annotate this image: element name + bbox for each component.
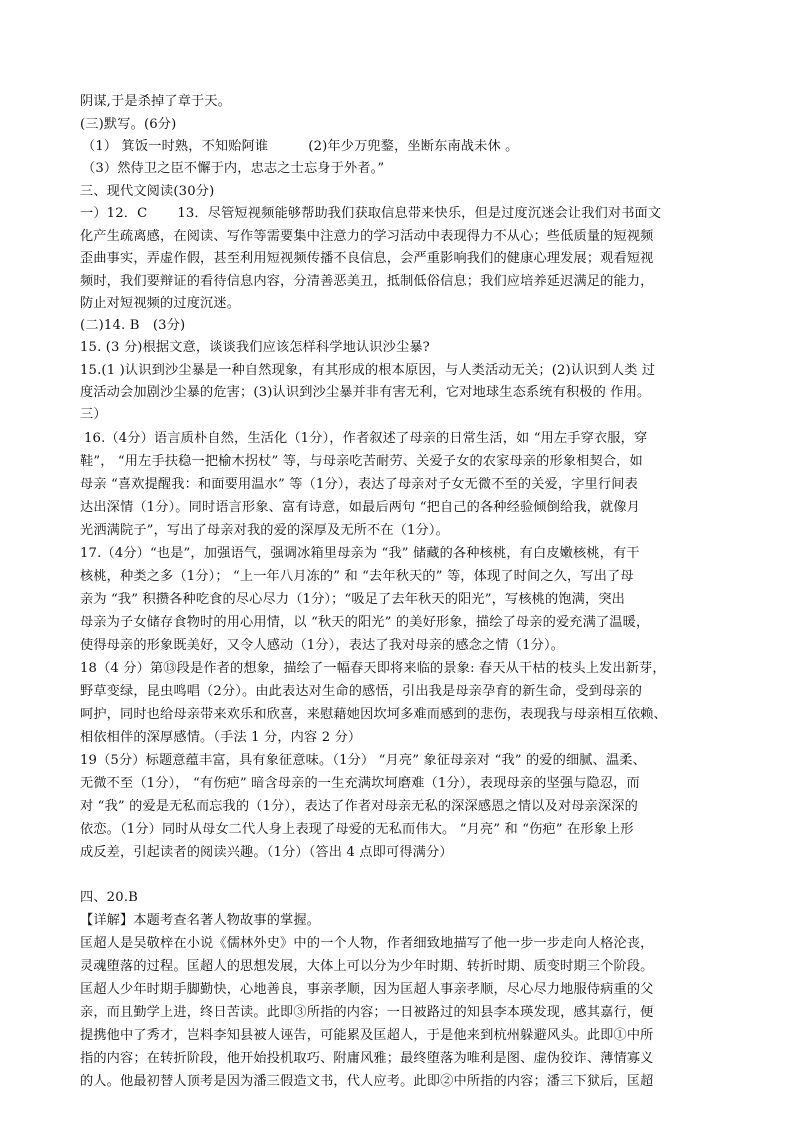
- text-line: 野草变绿，昆虫鸣唱（2分）。由此表达对生命的感悟，引出我是母亲孕育的新生命，受到母亲的: [80, 684, 643, 699]
- text-line: 对 “我” 的爱是无私而忘我的（1分），表达了作者对母亲无私的深深感恩之情以及对母亲深深的: [80, 799, 638, 814]
- text-line: [82, 136, 518, 159]
- text-segment: 一）12．C: [80, 206, 148, 221]
- text-line: 呵护，同时也给母亲带来欢乐和欣喜，来慰藉她因坎坷多难而感到的悲伤，表现我与母亲相互依赖、: [80, 707, 667, 722]
- text-line: 依恋。（1分）同时从母女二代人身上表现了母爱的无私而伟大。 “月亮” 和 “伤疤” 在形象上形: [80, 822, 634, 837]
- text-line: 18（4 分）第⑬段是作者的想象，描绘了一幅春天即将来临的景象: 春天从干枯的枝头上发出新芽，: [80, 661, 666, 676]
- text-line: 化产生疏离感，在阅读、写作等需要集中注意力的学习活动中表现得力不从心；些低质量的短视频: [80, 229, 654, 244]
- text-line: 达出深情（1分）。同时语言形象、富有诗意，如最后两句 “把自己的各种经验倾倒给我，就像月: [80, 500, 641, 515]
- text-line: 匡超人是吴敬梓在小说《儒林外史》中的一个人物，作者细致地描写了他一步一步走向人格沦丧，: [80, 936, 654, 951]
- text-segment: 13．尽管短视频能够帮助我们获取信息带来快乐，但是过度沉迷会让我们对书面文: [177, 206, 662, 221]
- text-line: 成反差，引起读者的阅读兴趣。（1分）（答出 4 点即可得满分）: [80, 845, 453, 860]
- text-line: 相依相伴的深厚感情。（手法 1 分，内容 2 分）: [80, 730, 362, 745]
- text-line: 核桃，种类之多（1分）； “上一年八月冻的” 和 “去年秋天的” 等，体现了时间之久，写出了母: [80, 569, 634, 584]
- text-line: 频时，我们要辩证的看待信息内容，分清善恶美丑，抵制低俗信息；我们应培养延迟满足的能力，: [80, 274, 654, 289]
- text-line: 亲为 “我” 积攒各种吃食的尽心尽力（1分）；“吸足了去年秋天的阳光”，写核桃的饱满，突出: [80, 592, 626, 607]
- text-line: 指的内容；在转折阶段，他开始投机取巧、附庸风雅；最终堕落为唯利是图、虚伪狡诈、薄情寡义: [80, 1051, 654, 1066]
- text-line: 鞋”， “用左手扶稳一把榆木拐杖” 等，与母亲吃苦耐劳、关爱子女的农家母亲的形象相契合，如: [80, 454, 643, 469]
- section-heading: (三)默写。(6分): [80, 117, 177, 132]
- text-line: 15.(1 )认识到沙尘暴是一种自然现象，有其形成的根本原因，与人类活动无关；(2)认识到人类 过: [80, 363, 656, 378]
- text-segment: (2)年少万兜鍪，坐断东南战未休 。: [308, 139, 519, 154]
- text-line: 19（5分）标题意蕴丰富，具有象征意味。（1分） “月亮” 象征母亲对 “我” 的爱的细腻、温柔、: [80, 753, 646, 768]
- text-line: 防止对短视频的过度沉迷。: [80, 296, 241, 311]
- text-line: [80, 203, 661, 226]
- text-line: 阴谋,于是杀掉了章于天。: [80, 94, 232, 109]
- text-line: 三）: [80, 407, 107, 422]
- text-line: 15. (3 分)根据文意，谈谈我们应该怎样科学地认识沙尘暴?: [80, 340, 430, 355]
- text-line: （3）然侍卫之臣不懈于内，忠志之士忘身于外者。”: [82, 161, 385, 176]
- text-line: 灵魂堕落的过程。匡超人的思想发展，大体上可以分为少年时期、转折时期、质变时期三个阶段。: [80, 959, 654, 974]
- text-line: 歪曲事实，弄虚作假，甚至利用短视频传播不良信息，会严重影响我们的健康心理发展；观看短视: [80, 251, 654, 266]
- text-line: 的人。他最初替人顶考是因为潘三假造文书，代人应考。此即②中所指的内容；潘三下狱后，匡超: [80, 1074, 654, 1089]
- text-line: 【详解】本题考查名著人物故事的掌握。: [80, 913, 321, 928]
- text-segment: （1） 箕饭一时熟，不知贻阿谁: [82, 139, 269, 154]
- text-line: 16.（4分）语言质朴自然，生活化（1分），作者叙述了母亲的日常生活，如 “用左手穿衣服，穿: [84, 431, 648, 446]
- text-line: 无微不至（1分）， “有伤疤” 暗含母亲的一生充满坎坷磨难（1分），表现母亲的坚强与隐忍，而: [80, 776, 640, 791]
- text-line: 亲，而且勤学上进，终日苦读。此即③所指的内容；一日被路过的知县李本瑛发现，感其嘉行，便: [80, 1005, 654, 1020]
- section-heading: 三、现代文阅读(30分): [80, 184, 215, 199]
- text-line: 母亲为子女储存食物时的用心用情，以 “秋天的阳光” 的美好形象，描绘了母亲的爱充满了温暖，: [80, 615, 650, 630]
- text-line: (二)14. B (3分): [80, 318, 186, 333]
- text-line: 母亲 “喜欢提醒我：和面要用温水” 等（1分），表达了母亲对子女无微不至的关爱，字里行间表: [80, 477, 638, 492]
- text-line: 17.（4分）“也是”，加强语气，强调冰箱里母亲为 “我” 储藏的各种核桃，有白皮嫩核桃，有干: [80, 546, 640, 561]
- section-heading: 四、20.B: [80, 890, 138, 905]
- text-line: 使得母亲的形象既美好，又令人感动（1分），表达了我对母亲的感念之情（1分）。: [80, 638, 565, 653]
- text-line: 匡超人少年时期手脚勤快，心地善良，事亲孝顺，因为匡超人事亲孝顺，尽心尽力地服侍病重的父: [80, 982, 654, 997]
- text-line: 光洒满院子”，写出了母亲对我的爱的深厚及无所不在（1分）。: [80, 523, 449, 538]
- text-line: 度活动会加剧沙尘暴的危害；(3)认识到沙尘暴并非有害无利，它对地球生态系统有积极的 作用。: [80, 385, 651, 400]
- text-line: 提携他中了秀才，岂料李知县被人诬告，可能累及匡超人，于是他来到杭州躲避风头。此即①中所: [80, 1028, 654, 1043]
